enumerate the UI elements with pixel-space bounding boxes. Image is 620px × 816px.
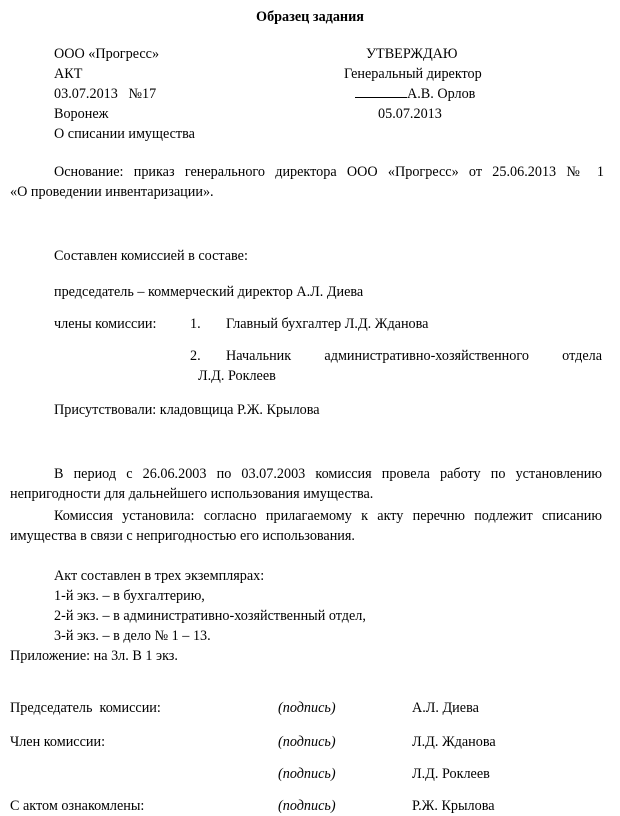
page-title: Образец задания [256, 9, 364, 25]
director-signature [355, 84, 475, 104]
basis-line-2: «О проведении инвентаризации». [10, 184, 214, 200]
doc-subject: О списании имущества [54, 126, 195, 142]
org-name: ООО «Прогресс» [54, 46, 160, 62]
signature-line [355, 84, 407, 98]
sig-name-member-2: Л.Д. Роклеев [412, 766, 490, 782]
doc-date-number: 03.07.2013 №17 [54, 86, 157, 102]
director-name: А.В. Орлов [407, 86, 476, 102]
para-1-line-1: В период с 26.06.2003 по 03.07.2003 комиссия провела работу по установлению [54, 466, 602, 482]
copy-1: 1-й экз. – в бухгалтерию, [54, 588, 205, 604]
doc-city: Воронеж [54, 106, 109, 122]
present-line: Присутствовали: кладовщица Р.Ж. Крылова [54, 402, 320, 418]
member-1: Главный бухгалтер Л.Д. Жданова [226, 316, 429, 332]
para-1-line-2: непригодности для дальнейшего использования имущества. [10, 486, 374, 502]
sig-sign-chair: (подпись) [278, 700, 336, 716]
copy-3: 3-й экз. – в дело № 1 – 13. [54, 628, 211, 644]
sig-name-acknowledged: Р.Ж. Крылова [412, 798, 495, 814]
member-2-number: 2. [190, 348, 201, 364]
sig-sign-acknowledged: (подпись) [278, 798, 336, 814]
approve-date: 05.07.2013 [378, 106, 442, 122]
attachment-line: Приложение: на 3л. В 1 экз. [10, 648, 178, 664]
sig-sign-member-1: (подпись) [278, 734, 336, 750]
doc-type: АКТ [54, 66, 83, 82]
commission-composed: Составлен комиссией в составе: [54, 248, 248, 264]
member-2-line-1: Начальник административно-хозяйственного отдела [226, 348, 602, 364]
sig-role-chair: Председатель комиссии: [10, 700, 161, 716]
commission-chair: председатель – коммерческий директор А.Л. Диева [54, 284, 364, 300]
sig-role-member: Член комиссии: [10, 734, 106, 750]
director-position: Генеральный директор [344, 66, 482, 82]
sig-name-chair: А.Л. Диева [412, 700, 479, 716]
sig-sign-member-2: (подпись) [278, 766, 336, 782]
para-2-line-2: имущества в связи с непригодностью его использования. [10, 528, 355, 544]
basis-line-1: Основание: приказ генерального директора ООО «Прогресс» от 25.06.2013 № 1 [54, 164, 604, 180]
member-1-number: 1. [190, 316, 201, 332]
copies-intro: Акт составлен в трех экземплярах: [54, 568, 265, 584]
member-2-line-2: Л.Д. Роклеев [198, 368, 276, 384]
sig-role-acknowledged: С актом ознакомлены: [10, 798, 145, 814]
sig-name-member-1: Л.Д. Жданова [412, 734, 496, 750]
approve-label: УТВЕРЖДАЮ [366, 46, 458, 62]
para-2-line-1: Комиссия установила: согласно прилагаемому к акту перечню подлежит списанию [54, 508, 602, 524]
copy-2: 2-й экз. – в административно-хозяйственный отдел, [54, 608, 366, 624]
members-label: члены комиссии: [54, 316, 157, 332]
